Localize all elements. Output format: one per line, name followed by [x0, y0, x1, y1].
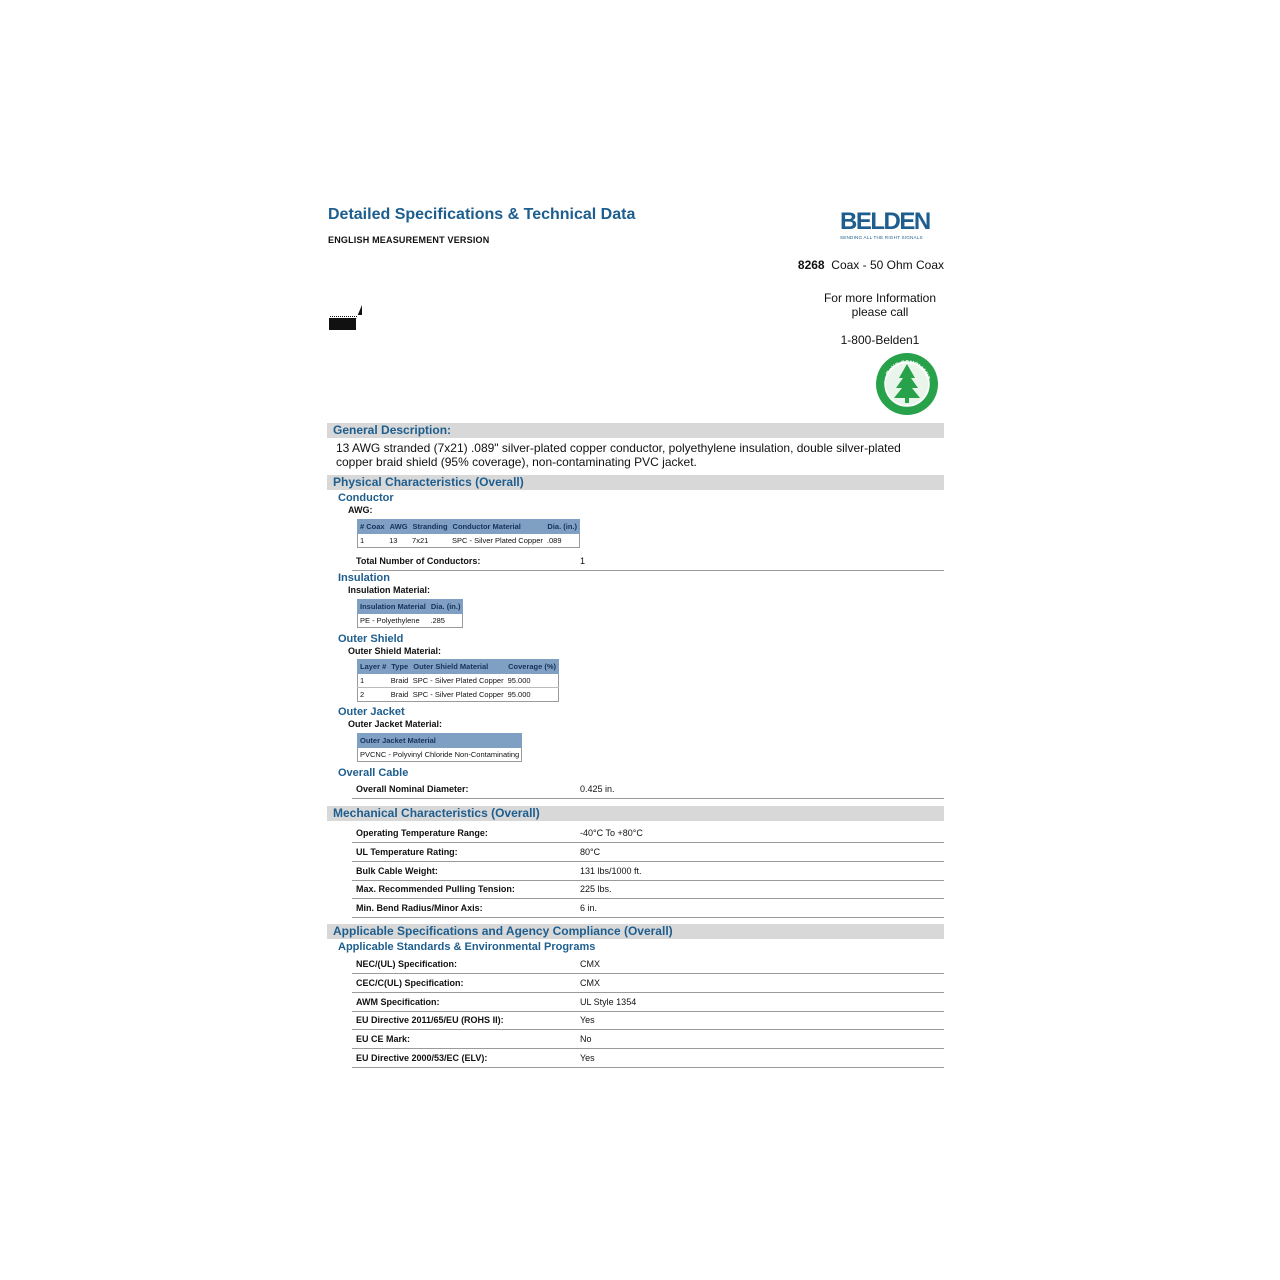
product-name: Coax - 50 Ohm Coax — [831, 258, 944, 272]
info-line-2: please call — [851, 305, 909, 319]
outer-shield-table — [357, 659, 559, 702]
mechanical-characteristics-bar — [327, 806, 944, 821]
belden-logo — [840, 210, 930, 244]
column-header: AWG — [387, 520, 410, 534]
property-label: AWM Specification: — [356, 997, 440, 1007]
outer-shield-subhead: Outer Shield — [338, 633, 404, 645]
table-cell: SPC - Silver Plated Copper — [411, 688, 506, 702]
table-cell: 95.000 — [506, 674, 559, 688]
property-row — [352, 993, 944, 1012]
conductor-subhead: Conductor — [338, 492, 394, 504]
column-header: Dia. (in.) — [545, 520, 580, 534]
rohs-compliant-badge-icon — [875, 352, 939, 416]
table-row — [358, 674, 559, 688]
column-header: Dia. (in.) — [428, 600, 463, 614]
property-label: Bulk Cable Weight: — [356, 866, 438, 876]
property-value: 0.425 in. — [580, 784, 615, 794]
general-description-text — [336, 441, 936, 469]
standards-subhead: Applicable Standards & Environmental Programs — [338, 941, 596, 953]
total-conductors-row — [352, 552, 944, 571]
column-header: Conductor Material — [450, 520, 545, 534]
column-header: Stranding — [410, 520, 450, 534]
table-cell: 95.000 — [506, 688, 559, 702]
outer-jacket-material-label: Outer Jacket Material: — [348, 719, 443, 729]
logo-tagline: SENDING ALL THE RIGHT SIGNALS — [840, 235, 923, 240]
property-label: Operating Temperature Range: — [356, 828, 488, 838]
table-header-row — [358, 734, 522, 748]
column-header: Type — [389, 660, 411, 674]
table-cell: PE - Polyethylene — [358, 614, 429, 628]
column-header: Outer Jacket Material — [358, 734, 522, 748]
property-value: CMX — [580, 959, 600, 969]
product-number: 8268 — [797, 258, 825, 272]
compliance-heading: Applicable Specifications and Agency Compliance (Overall) — [333, 924, 673, 938]
table-cell: 2 — [358, 688, 389, 702]
property-row — [352, 1049, 944, 1068]
awg-label: AWG: — [348, 505, 373, 515]
general-description-bar — [327, 423, 944, 438]
table-cell: SPC - Silver Plated Copper — [411, 674, 506, 688]
description-line-1: 13 AWG stranded (7x21) .089" silver-plated copper conductor, polyethylene insulation, double silver-plated — [336, 441, 901, 455]
measurement-version: ENGLISH MEASUREMENT VERSION — [328, 235, 490, 245]
property-label: Overall Nominal Diameter: — [356, 784, 469, 794]
table-row — [358, 614, 463, 628]
product-title — [798, 258, 944, 272]
physical-characteristics-bar — [327, 475, 944, 490]
table-cell: SPC - Silver Plated Copper — [450, 534, 545, 548]
insulation-subhead: Insulation — [338, 572, 390, 584]
table-cell: 1 — [358, 674, 389, 688]
table-row — [358, 534, 580, 548]
table-header-row — [358, 520, 580, 534]
property-row — [352, 955, 944, 974]
conductor-table — [357, 519, 580, 548]
general-description-heading: General Description: — [333, 423, 452, 437]
property-value: 6 in. — [580, 903, 598, 913]
table-header-row — [358, 600, 463, 614]
compliance-bar — [327, 924, 944, 939]
info-line-1: For more Information — [823, 291, 937, 305]
insulation-material-label: Insulation Material: — [348, 585, 431, 595]
column-header: # Coax — [358, 520, 388, 534]
property-row — [352, 899, 944, 918]
property-label: UL Temperature Rating: — [356, 847, 458, 857]
table-cell: 1 — [358, 534, 388, 548]
table-cell: 13 — [387, 534, 410, 548]
property-value: Yes — [580, 1053, 595, 1063]
property-label: EU CE Mark: — [356, 1034, 411, 1044]
outer-jacket-subhead: Outer Jacket — [338, 706, 405, 718]
table-cell: .089 — [545, 534, 580, 548]
property-row — [352, 824, 944, 843]
table-cell: Braid — [389, 674, 411, 688]
page-title: Detailed Specifications & Technical Data — [328, 206, 636, 223]
property-label: Min. Bend Radius/Minor Axis: — [356, 903, 483, 913]
property-label: EU Directive 2011/65/EU (ROHS II): — [356, 1015, 504, 1025]
logo-word: BELDEN — [840, 208, 930, 235]
column-header: Insulation Material — [358, 600, 429, 614]
property-row — [352, 1030, 944, 1049]
table-cell: PVCNC - Polyvinyl Chloride Non-Contaminating — [358, 748, 522, 762]
physical-characteristics-heading: Physical Characteristics (Overall) — [333, 475, 524, 489]
property-label: EU Directive 2000/53/EC (ELV): — [356, 1053, 488, 1063]
property-value: Yes — [580, 1015, 595, 1025]
rohs-badge-text: RoHS COMPLIANT — [885, 359, 931, 381]
property-row — [352, 1011, 944, 1030]
property-label: Max. Recommended Pulling Tension: — [356, 884, 515, 894]
table-row — [358, 688, 559, 702]
property-value: 80°C — [580, 847, 601, 857]
property-value: No — [580, 1034, 592, 1044]
cable-reel-icon — [328, 305, 364, 331]
property-value: 225 lbs. — [580, 884, 612, 894]
property-value: 131 lbs/1000 ft. — [580, 866, 642, 876]
outer-shield-material-label: Outer Shield Material: — [348, 646, 442, 656]
property-row — [352, 862, 944, 881]
property-value: CMX — [580, 978, 600, 988]
outer-jacket-table — [357, 733, 522, 762]
property-value: -40°C To +80°C — [580, 828, 643, 838]
property-value: 1 — [580, 556, 586, 566]
insulation-table — [357, 599, 463, 628]
table-cell: .285 — [428, 614, 463, 628]
table-header-row — [358, 660, 559, 674]
property-label: CEC/C(UL) Specification: — [356, 978, 464, 988]
mechanical-characteristics-heading: Mechanical Characteristics (Overall) — [333, 806, 540, 820]
overall-diameter-row — [352, 780, 944, 799]
phone-number: 1-800-Belden1 — [840, 333, 920, 347]
overall-cable-subhead: Overall Cable — [338, 767, 409, 779]
column-header: Coverage (%) — [506, 660, 559, 674]
property-row — [352, 974, 944, 993]
column-header: Layer # — [358, 660, 389, 674]
info-block — [815, 291, 945, 319]
description-line-2: copper braid shield (95% coverage), non-contaminating PVC jacket. — [336, 455, 697, 469]
property-row — [352, 843, 944, 862]
property-label: NEC/(UL) Specification: — [356, 959, 458, 969]
table-cell: 7x21 — [410, 534, 450, 548]
table-row — [358, 748, 522, 762]
column-header: Outer Shield Material — [411, 660, 506, 674]
property-label: Total Number of Conductors: — [356, 556, 481, 566]
table-cell: Braid — [389, 688, 411, 702]
property-value: UL Style 1354 — [580, 997, 637, 1007]
property-row — [352, 880, 944, 899]
